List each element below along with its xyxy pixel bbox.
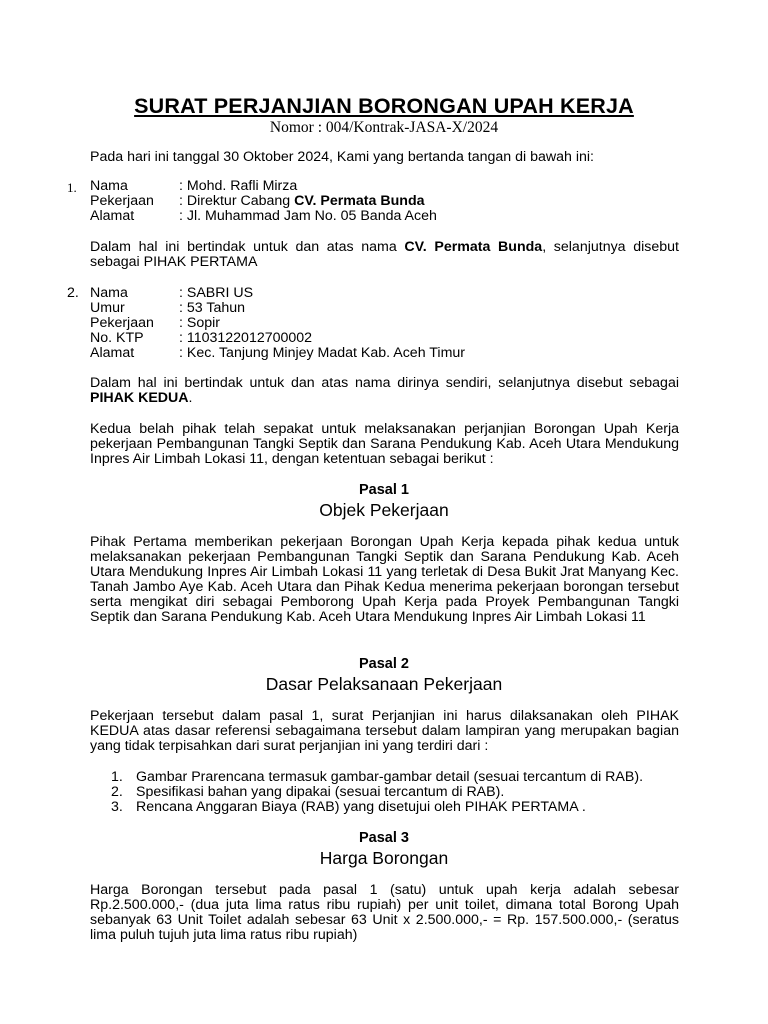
pasal2-list-item-number: 2. [111,784,123,800]
document-title: SURAT PERJANJIAN BORONGAN UPAH KERJA [134,94,634,118]
party1-label-name: Nama [90,178,128,194]
pasal2-list-item-number: 3. [111,799,123,815]
intro-paragraph: Pada hari ini tanggal 30 Oktober 2024, Kami yang bertanda tangan di bawah ini: [90,149,595,165]
party2-value-name: : SABRI US [179,285,254,301]
party2-value-address: : Kec. Tanjung Minjey Madat Kab. Aceh Timur [179,345,465,361]
party1-statement: Dalam hal ini bertindak untuk dan atas nama CV. Permata Bunda, selanjutnya disebut sebagai PIHAK PERTAMA [90,239,679,270]
pasal3-heading: Harga Borongan [319,848,449,868]
agreement-paragraph: Kedua belah pihak telah sepakat untuk melaksanakan perjanjian Borongan Upah Kerja pekerjaan Pembangunan Tangki Septik dan Sarana Pendukung Kab. Aceh Utara Mendukung Inpres Air Limbah Lokasi 11, dengan ketentuan sebagai berikut : [90,421,679,467]
party1-value-job: : Direktur Cabang CV. Permata Bunda [179,193,425,209]
pasal2-list-item-text: Rencana Anggaran Biaya (RAB) yang disetujui oleh PIHAK PERTAMA . [136,799,586,815]
party2-value-ktp: : 1103122012700002 [179,330,313,346]
party1-value-address: : Jl. Muhammad Jam No. 05 Banda Aceh [179,208,437,224]
pasal2-heading: Dasar Pelaksanaan Pekerjaan [265,674,503,694]
party2-label-age: Umur [90,300,125,316]
pasal2-body: Pekerjaan tersebut dalam pasal 1, surat Perjanjian ini harus dilaksanakan oleh PIHAK KEDUA atas dasar referensi sebagaimana tersebut dalam lampiran yang merupakan bagian yang tidak terpisahkan dari surat perjanjian ini yang terdiri dari : [90,708,679,754]
pasal2-list-item-text: Gambar Prarencana termasuk gambar-gambar detail (sesuai tercantum di RAB). [136,769,644,785]
party2-value-age: : 53 Tahun [179,300,246,316]
party2-label-job: Pekerjaan [90,315,154,331]
party1-number: 1. [67,180,77,195]
pasal1-heading: Objek Pekerjaan [319,500,449,520]
pasal1-label: Pasal 1 [359,482,409,498]
party2-statement: Dalam hal ini bertindak untuk dan atas nama dirinya sendiri, selanjutnya disebut sebagai PIHAK KEDUA. [90,375,679,406]
party2-number: 2. [67,285,79,301]
pasal3-label: Pasal 3 [359,830,409,846]
party2-value-job: : Sopir [179,315,221,331]
pasal1-body: Pihak Pertama memberikan pekerjaan Borongan Upah Kerja kepada pihak kedua untuk melaksanakan pekerjaan Pembangunan Tangki Septik dan Sarana Pendukung Kab. Aceh Utara Mendukung Inpres Air Limbah Lokasi 11 yang terletak di Desa Bukit Jrat Manyang Kec. Tanah Jambo Aye Kab. Aceh Utara dan Pihak Kedua menerima pekerjaan borongan tersebut serta mengikat diri sebagai Pemborong Upah Kerja pada Proyek Pembangunan Tangki Septik dan Sarana Pendukung Kab. Aceh Utara Mendukung Inpres Air Limbah Lokasi 11 [90,534,679,625]
party2-label-ktp: No. KTP [90,330,144,346]
pasal2-label: Pasal 2 [359,656,409,672]
document-number: Nomor : 004/Kontrak-JASA-X/2024 [269,119,499,136]
pasal2-list-item-text: Spesifikasi bahan yang dipakai (sesuai tercantum di RAB). [136,784,505,800]
party1-label-job: Pekerjaan [90,193,154,209]
party2-label-name: Nama [90,285,128,301]
party1-label-address: Alamat [90,208,135,224]
party2-label-address: Alamat [90,345,135,361]
pasal3-body: Harga Borongan tersebut pada pasal 1 (satu) untuk upah kerja adalah sebesar Rp.2.500.000,- (dua juta lima ratus ribu rupiah) per unit toilet, dimana total Borong Upah sebanyak 63 Unit Toilet adalah sebesar 63 Unit x 2.500.000,- = Rp. 157.500.000,- (seratus lima puluh tujuh juta lima ratus ribu rupiah) [90,882,679,943]
party1-value-name: : Mohd. Rafli Mirza [179,178,298,194]
pasal2-list-item-number: 1. [111,769,123,785]
